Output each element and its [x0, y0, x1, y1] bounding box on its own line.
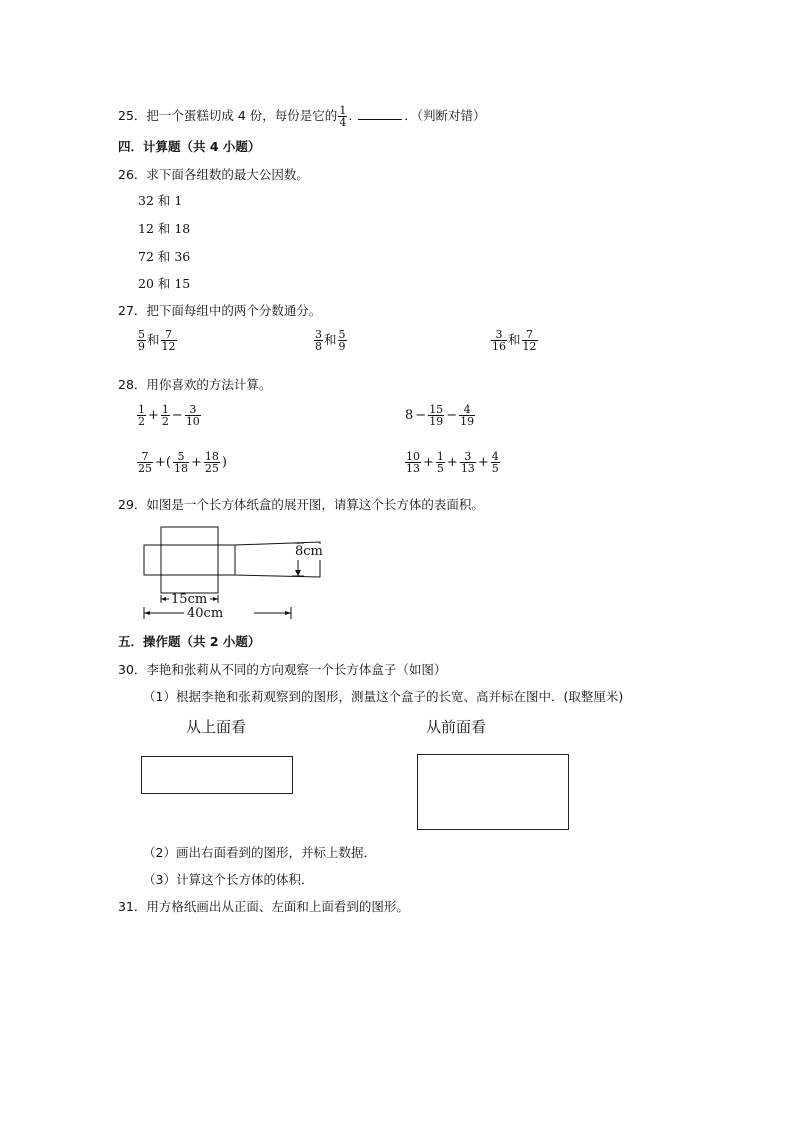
question-text: 用你喜欢的方法计算。: [146, 377, 272, 392]
question-29: [118, 497, 484, 513]
answer-blank[interactable]: [358, 107, 402, 120]
net-face: [144, 545, 161, 575]
question-number: 27．: [118, 303, 147, 318]
question-suffix: ．（判断对错）: [404, 108, 486, 123]
question-26: [118, 167, 309, 183]
question-number: 29．: [118, 497, 147, 512]
period: .: [348, 108, 353, 123]
question-number: 31．: [118, 899, 147, 914]
question-30-part-1: （1）根据李艳和张莉观察到的图形，测量这个盒子的长宽、高并标在图中．(取整厘米): [143, 689, 624, 704]
question-30-part-2: （2）画出右面看到的图形，并标上数据．: [143, 845, 376, 860]
question-text: 把一个蛋糕切成 4 份，每份是它的: [146, 108, 338, 123]
net-face: [161, 545, 218, 575]
expression-3: $\frac{7}{25}$ +( $\frac{5}{18}$ + $\frac{18}{25}$ ): [138, 450, 227, 475]
fraction-pair: $\frac{3}{16}$ 和 $\frac{7}{12}$: [492, 328, 537, 353]
question-30: [118, 662, 446, 678]
question-text: 用方格纸画出从正面、左面和上面看到的图形。: [146, 899, 409, 914]
gcd-item: 12 和 18: [138, 221, 191, 236]
section-heading-4: 四．计算题（共 4 小题）: [118, 139, 261, 154]
dim-label-total: 40cm: [187, 606, 224, 621]
net-face: [161, 575, 218, 593]
front-view-label: 从前面看: [426, 718, 487, 736]
expression-4: $\frac{10}{13}$ + $\frac{1}{5}$ + $\frac{3}{13}$ + $\frac{4}{5}$: [406, 450, 499, 475]
question-number: 30．: [118, 662, 147, 677]
question-number: 25．: [118, 108, 147, 123]
section-heading-5: 五．操作题（共 2 小题）: [118, 634, 261, 649]
question-text: 把下面每组中的两个分数通分。: [146, 303, 322, 318]
question-text: 如图是一个长方体纸盒的展开图，请算这个长方体的表面积。: [146, 497, 484, 512]
question-number: 28．: [118, 377, 147, 392]
box-net-diagram: [140, 523, 340, 623]
question-31: [118, 899, 409, 915]
question-28: [118, 377, 271, 393]
question-text: 李艳和张莉从不同的方向观察一个长方体盒子（如图）: [146, 662, 447, 677]
dim-label-width: 15cm: [171, 592, 208, 607]
question-27: [118, 303, 321, 319]
fraction-pair: $\frac{3}{8}$ 和 $\frac{5}{9}$: [315, 328, 346, 353]
question-text: 求下面各组数的最大公因数。: [146, 167, 309, 182]
net-face: [161, 527, 218, 545]
net-face: [218, 545, 235, 575]
gcd-item: 72 和 36: [138, 249, 191, 264]
question-30-part-3: （3）计算这个长方体的体积．: [143, 872, 314, 887]
front-view-rect: [417, 754, 569, 830]
fraction: $\frac{1}{4}$: [339, 104, 347, 129]
question-number: 26．: [118, 167, 147, 182]
gcd-item: 32 和 1: [138, 193, 183, 208]
dim-label-height: 8cm: [295, 544, 323, 559]
question-25: [118, 105, 486, 128]
expression-2: 8 − $\frac{15}{19}$ − $\frac{4}{19}$: [405, 403, 475, 428]
top-view-label: 从上面看: [186, 718, 247, 736]
top-view-rect: [141, 756, 293, 794]
expression-1: $\frac{1}{2}$ + $\frac{1}{2}$ − $\frac{3}{10}$: [138, 403, 200, 428]
gcd-item: 20 和 15: [138, 276, 191, 291]
fraction-pair: $\frac{5}{9}$ 和 $\frac{7}{12}$: [138, 328, 176, 353]
